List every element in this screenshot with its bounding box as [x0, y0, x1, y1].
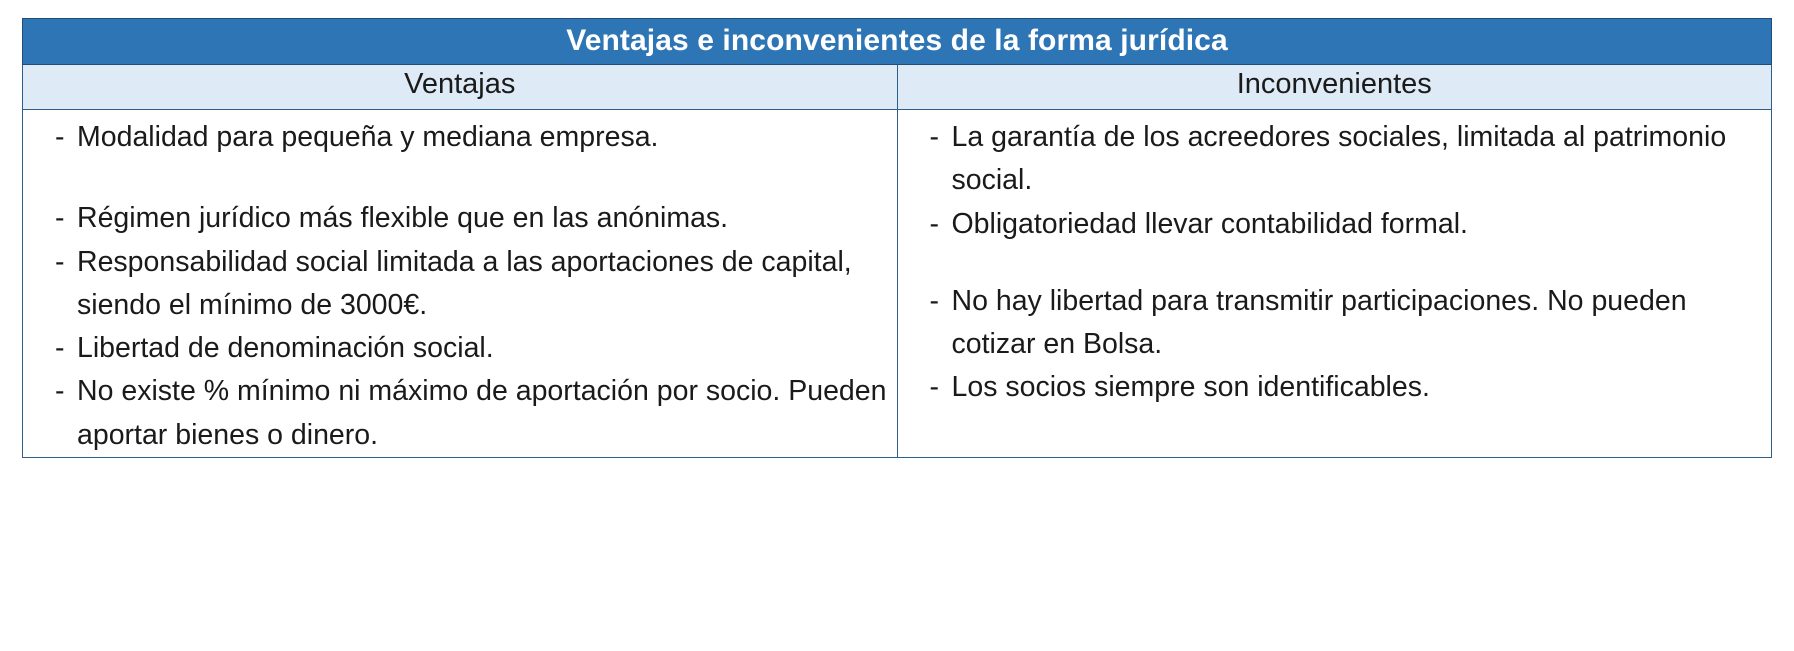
bullet-dash-icon: - [55, 375, 65, 408]
column-header-inconvenientes: Inconvenientes [1236, 68, 1432, 100]
list-item [33, 370, 887, 457]
inconvenientes-list [908, 116, 1762, 410]
column-header-ventajas-cell [23, 65, 898, 110]
bullet-dash-icon: - [55, 245, 65, 278]
table-title-cell [23, 19, 1772, 65]
list-item-text: La garantía de los acreedores sociales, limitada al patrimonio social. [951, 120, 1727, 197]
list-item [33, 241, 887, 328]
ventajas-cell [23, 109, 898, 457]
bullet-dash-icon: - [929, 371, 939, 404]
bullet-dash-icon: - [55, 332, 65, 365]
pros-cons-table [22, 18, 1772, 458]
list-item-text: Responsabilidad social limitada a las aportaciones de capital, siendo el mínimo de 3000€. [77, 245, 852, 321]
list-item [908, 116, 1762, 203]
table-body-row [23, 109, 1772, 457]
inconvenientes-cell [897, 109, 1772, 457]
list-item [908, 366, 1762, 409]
ventajas-list [33, 116, 887, 457]
list-item-text: Los socios siempre son identificables. [951, 371, 1430, 404]
list-item-text: Obligatoriedad llevar contabilidad formal. [951, 207, 1468, 240]
bullet-dash-icon: - [55, 120, 65, 153]
list-item [33, 327, 887, 370]
column-header-inconvenientes-cell [897, 65, 1772, 110]
table-title: Ventajas e inconvenientes de la forma jurídica [566, 24, 1228, 57]
table-header-row [23, 65, 1772, 110]
bullet-dash-icon: - [929, 120, 939, 153]
list-item [33, 116, 887, 159]
list-item-text: No existe % mínimo ni máximo de aportación por socio. Pueden aportar bienes o dinero. [77, 375, 887, 451]
list-item-text: Modalidad para pequeña y mediana empresa. [77, 120, 659, 153]
list-item-text: Régimen jurídico más flexible que en las anónimas. [77, 202, 729, 235]
list-item [33, 197, 887, 240]
bullet-dash-icon: - [929, 207, 939, 240]
bullet-dash-icon: - [55, 202, 65, 235]
table-title-row [23, 19, 1772, 65]
list-item [908, 203, 1762, 246]
column-header-ventajas: Ventajas [404, 68, 516, 100]
list-item-text: Libertad de denominación social. [77, 332, 494, 365]
table-container [22, 18, 1772, 458]
list-item [908, 280, 1762, 367]
list-item-text: No hay libertad para transmitir participaciones. No pueden cotizar en Bolsa. [951, 284, 1687, 361]
bullet-dash-icon: - [929, 284, 939, 317]
